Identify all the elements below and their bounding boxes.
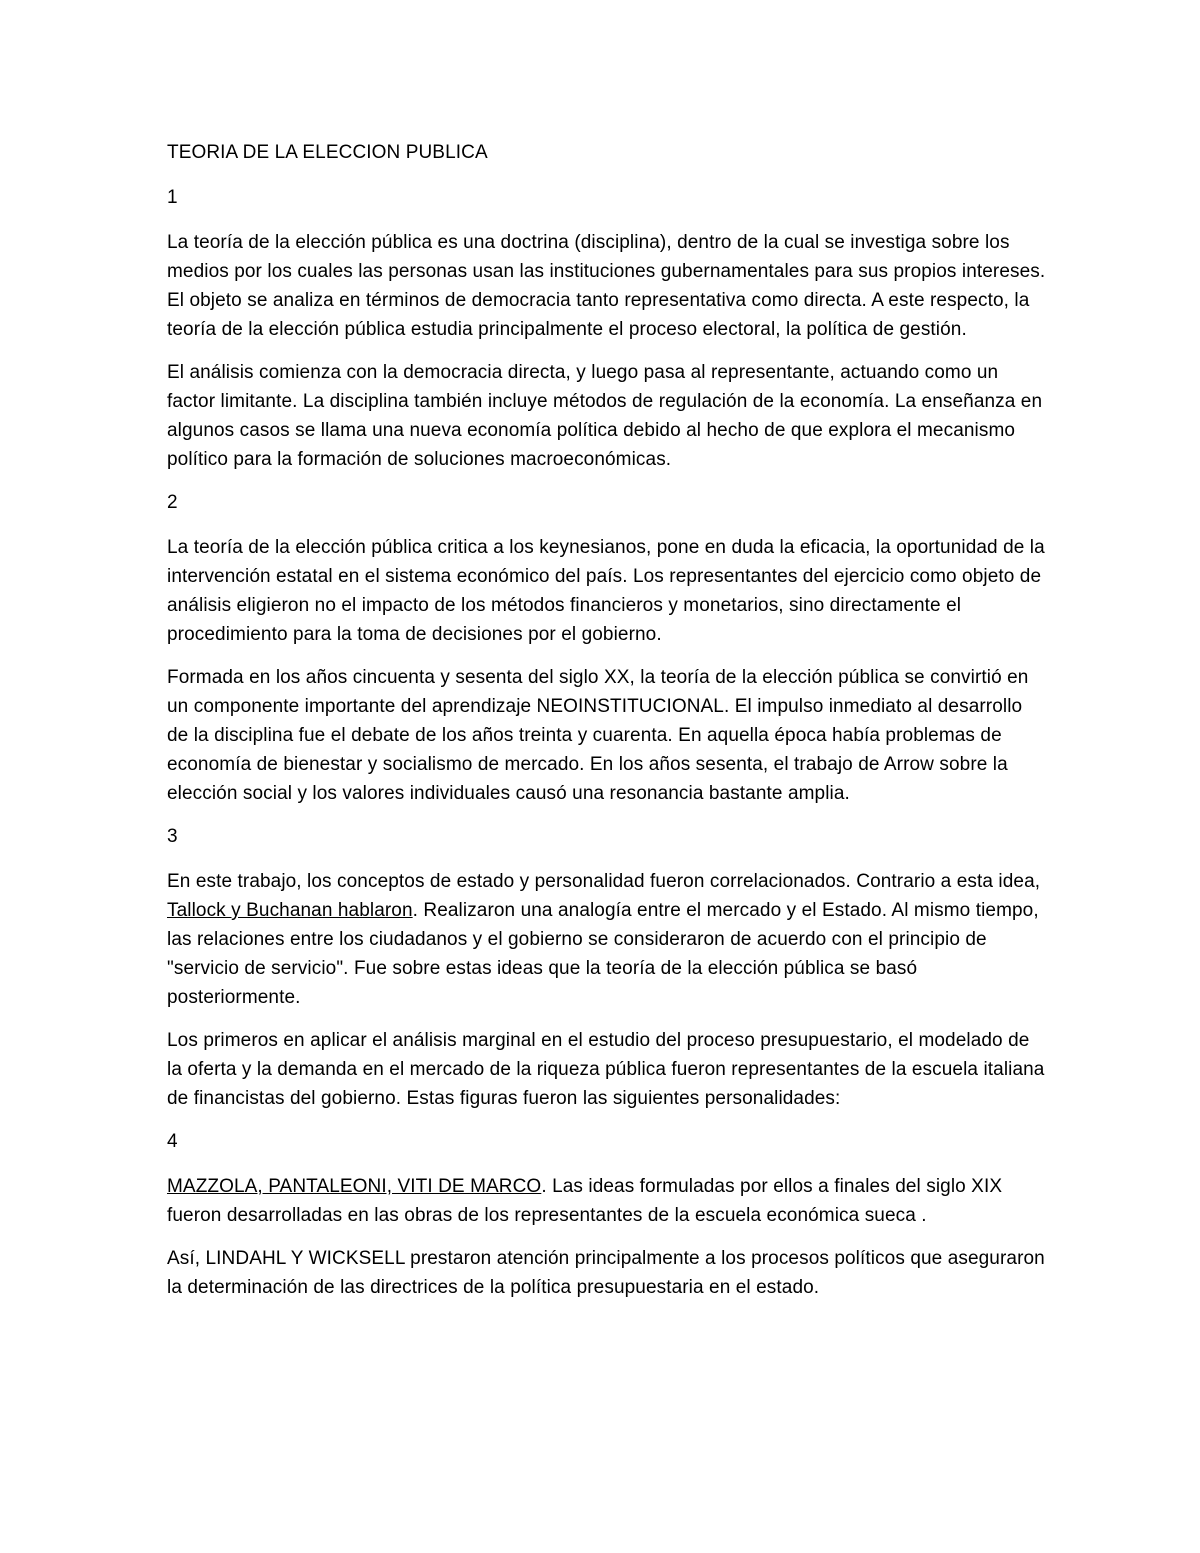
paragraph: Así, LINDAHL Y WICKSELL prestaron atención principalmente a los procesos políticos que aseguraron la determinación de las directrices de la política presupuestaria en el estado.: [167, 1248, 1045, 1298]
underlined-text: MAZZOLA, PANTALEONI, VITI DE MARCO: [167, 1176, 542, 1197]
paragraph: La teoría de la elección pública es una doctrina (disciplina), dentro de la cual se investiga sobre los medios por los cuales las personas usan las instituciones gubernamentales para sus propios intereses. El objeto se analiza en términos de democracia tanto representativa como directa. A este respecto, la teoría de la elección pública estudia principalmente el proceso electoral, la política de gestión.: [167, 232, 1046, 340]
paragraph: [167, 1172, 1047, 1230]
paragraph: El análisis comienza con la democracia directa, y luego pasa al representante, actuando como un factor limitante. La disciplina también incluye métodos de regulación de la economía. La enseñanza en algunos casos se llama una nueva economía política debido al hecho de que explora el mecanismo político para la formación de soluciones macroeconómicas.: [167, 362, 1043, 470]
section-number: 2: [167, 492, 178, 513]
paragraph: [167, 867, 1047, 1012]
paragraph: Los primeros en aplicar el análisis marginal en el estudio del proceso presupuestario, el modelado de la oferta y la demanda en el mercado de la riqueza pública fueron representantes de la escuela italiana de financistas del gobierno. Estas figuras fueron las siguientes personalidades:: [167, 1030, 1045, 1109]
paragraph: La teoría de la elección pública critica a los keynesianos, pone en duda la eficacia, la oportunidad de la intervención estatal en el sistema económico del país. Los representantes del ejercicio como objeto de análisis eligieron no el impacto de los métodos financieros y monetarios, sino directamente el procedimiento para la toma de decisiones por el gobierno.: [167, 537, 1045, 645]
paragraph-text: . Las ideas formuladas por ellos a finales del siglo XIX fueron desarrolladas en las obras de los representantes de la escuela económica sueca .: [167, 1176, 1003, 1226]
section-number: 4: [167, 1131, 178, 1152]
paragraph-text: . Realizaron una analogía entre el mercado y el Estado. Al mismo tiempo, las relaciones entre los ciudadanos y el gobierno se consideraron de acuerdo con el principio de "servicio de servicio". Fue sobre estas ideas que la teoría de la elección pública se basó posteriormente.: [167, 900, 1039, 1008]
section-number: 3: [167, 826, 178, 847]
paragraph: Formada en los años cincuenta y sesenta del siglo XX, la teoría de la elección pública se convirtió en un componente importante del aprendizaje NEOINSTITUCIONAL. El impulso inmediato al desarrollo de la disciplina fue el debate de los años treinta y cuarenta. En aquella época había problemas de economía de bienestar y socialismo de mercado. En los años sesenta, el trabajo de Arrow sobre la elección social y los valores individuales causó una resonancia bastante amplia.: [167, 667, 1029, 804]
underlined-text: Tallock y Buchanan hablaron: [167, 900, 413, 921]
document-title: TEORIA DE LA ELECCION PUBLICA: [167, 142, 488, 163]
document-page: [167, 138, 1047, 1316]
paragraph-text: En este trabajo, los conceptos de estado y personalidad fueron correlacionados. Contrario a esta idea,: [167, 871, 1041, 892]
section-number: 1: [167, 187, 178, 208]
